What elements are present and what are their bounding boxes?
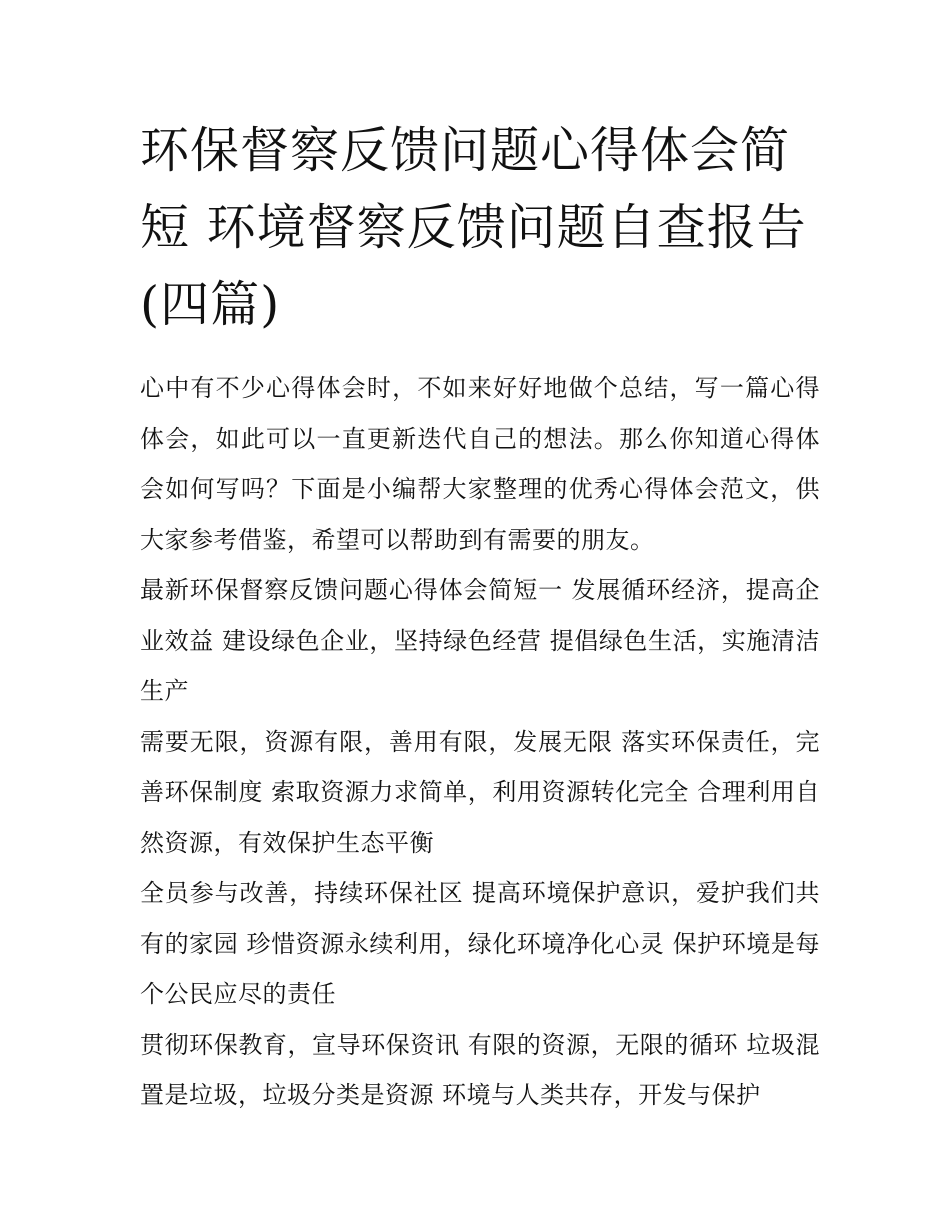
document-page <box>140 112 820 1121</box>
body-paragraph: 全员参与改善，持续环保社区 提高环境保护意识，爱护我们共有的家园 珍惜资源永续利用，绿化环境净化心灵 保护环境是每个公民应尽的责任 <box>140 879 820 1008</box>
body-paragraph: 贯彻环保教育，宣导环保资讯 有限的资源，无限的循环 垃圾混置是垃圾，垃圾分类是资源 环境与人类共存，开发与保护 <box>140 1030 820 1109</box>
document-title: 环保督察反馈问题心得体会简短 环境督察反馈问题自查报告(四篇) <box>140 122 807 333</box>
body-paragraph: 最新环保督察反馈问题心得体会简短一 发展循环经济，提高企业效益 建设绿色企业，坚持绿色经营 提倡绿色生活，实施清洁生产 <box>140 576 820 705</box>
body-paragraph-intro: 心中有不少心得体会时，不如来好好地做个总结，写一篇心得体会，如此可以一直更新迭代自己的想法。那么你知道心得体会如何写吗？下面是小编帮大家整理的优秀心得体会范文，供大家参考借鉴，希望可以帮助到有需要的朋友。 <box>140 374 820 554</box>
body-paragraph: 需要无限，资源有限，善用有限，发展无限 落实环保责任，完善环保制度 索取资源力求简单，利用资源转化完全 合理利用自然资源，有效保护生态平衡 <box>140 727 820 857</box>
